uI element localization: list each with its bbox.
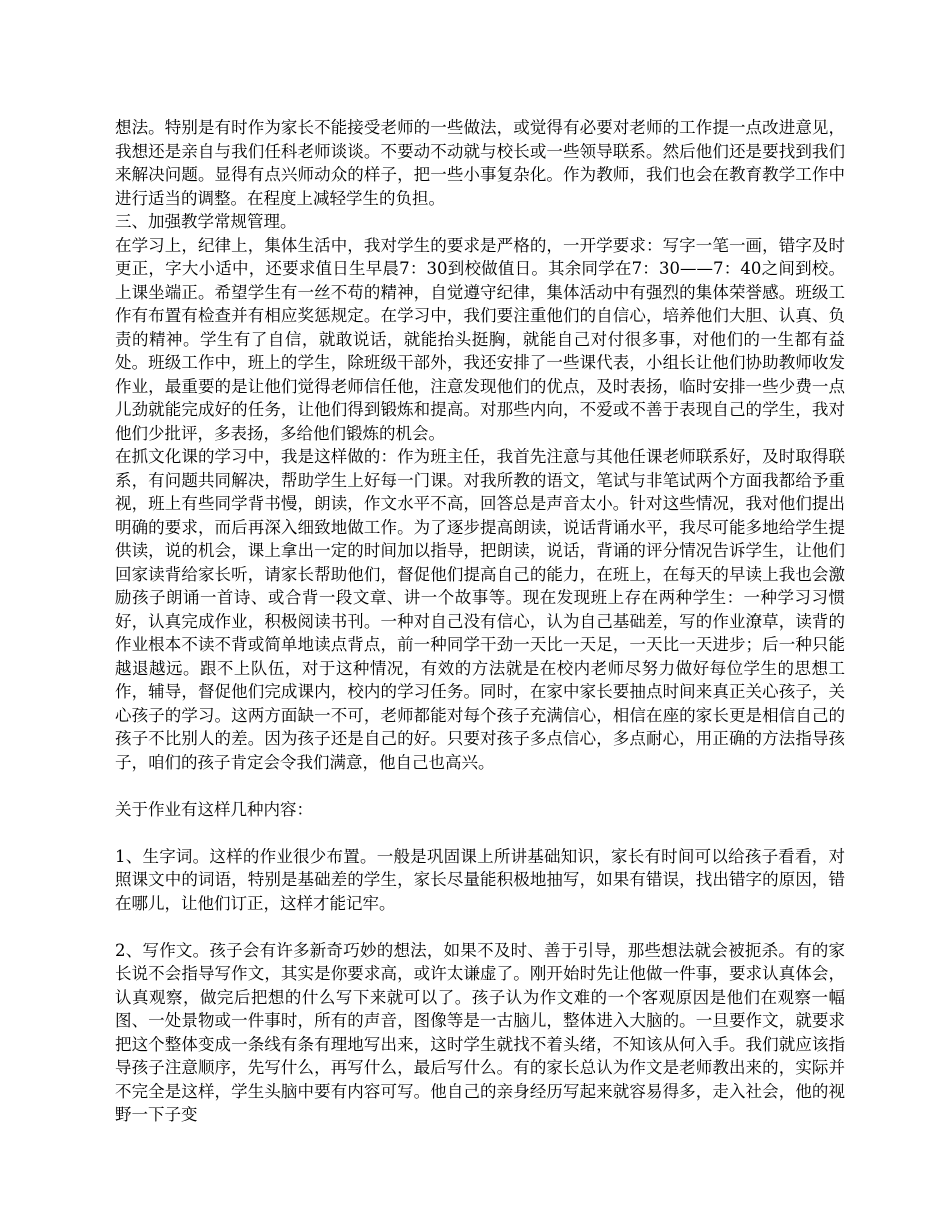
- document-body: [115, 116, 845, 1127]
- paragraph-discipline: 在学习上，纪律上，集体生活中，我对学生的要求是严格的，一开学要求：写字一笔一画，错字及时更正，字大小适中，还要求值日生早晨7：30到校做值日。其余同学在7：30——7：40之间到校。上课坐端正。希望学生有一丝不苟的精神，自觉遵守纪律，集体活动中有强烈的集体荣誉感。班级工作有布置有检查并有相应奖惩规定。在学习中，我们要注重他们的自信心，培养他们大胆、认真、负责的精神。学生有了自信，就敢说话，就能抬头挺胸，就能自己对付很多事，对他们的一生都有益处。班级工作中，班上的学生，除班级干部外，我还安排了一些课代表，小组长让他们协助教师收发作业，最重要的是让他们觉得老师信任他，注意发现他们的优点，及时表扬，临时安排一些少费一点儿劲就能完成好的任务，让他们得到锻炼和提高。对那些内向，不爱或不善于表现自己的学生，我对他们少批评，多表扬，多给他们锻炼的机会。: [115, 235, 845, 443]
- paragraph-parent-concerns: 想法。特别是有时作为家长不能接受老师的一些做法，或觉得有必要对老师的工作提一点改进意见，我想还是亲自与我们任科老师谈谈。不要动不动就与校长或一些领导联系。然后他们还是要找到我们来解决问题。显得有点兴师动众的样子，把一些小事复杂化。作为教师，我们也会在教育教学工作中进行适当的调整。在程度上减轻学生的负担。: [115, 118, 845, 208]
- paragraph-homework-composition: 2、写作文。孩子会有许多新奇巧妙的想法，如果不及时、善于引导，那些想法就会被扼杀。有的家长说不会指导写作文，其实是你要求高，或许太谦虚了。刚开始时先让他做一件事，要求认真体会，认真观察，做完后把想的什么写下来就可以了。孩子认为作文难的一个客观原因是他们在观察一幅图、一处景物或一件事时，所有的声音，图像等是一古脑儿，整体进入大脑的。一旦要作文，就要求把这个整体变成一条线有条有理地写出来，这时学生就找不着头绪，不知该从何入手。我们就应该指导孩子注意顺序，先写什么，再写什么，最后写什么。有的家长总认为作文是老师教出来的，实际并不完全是这样，学生头脑中要有内容可写。他自己的亲身经历写起来就容易得多，走入社会，他的视野一下子变: [115, 940, 845, 1124]
- paragraph-homework-intro: 关于作业有这样几种内容：: [115, 799, 313, 819]
- paragraph-study: 在抓文化课的学习中，我是这样做的：作为班主任，我首先注意与其他任课老师联系好，及时取得联系，有问题共同解决，帮助学生上好每一门课。对我所教的语文，笔试与非笔试两个方面我都给予重视，班上有些同学背书慢，朗读，作文水平不高，回答总是声音太小。针对这些情况，我对他们提出明确的要求，而后再深入细致地做工作。为了逐步提高朗读，说话背诵水平，我尽可能多地给学生提供读，说的机会，课上拿出一定的时间加以指导，把朗读，说话，背诵的评分情况告诉学生，让他们回家读背给家长听，请家长帮助他们，督促他们提高自己的能力，在班上，在每天的早读上我也会激励孩子朗诵一首诗、或合背一段文章、讲一个故事等。现在发现班上存在两种学生：一种学习习惯好，认真完成作业，积极阅读书刊。一种对自己没有信心，认为自己基础差，写的作业潦草，读背的作业根本不读不背或简单地读点背点，前一种同学干劲一天比一天足，一天比一天进步；后一种只能越退越远。跟不上队伍，对于这种情况，有效的方法就是在校内老师尽努力做好每位学生的思想工作，辅导，督促他们完成课内，校内的学习任务。同时，在家中家长要抽点时间来真正关心孩子，关心孩子的学习。这两方面缺一不可，老师都能对每个孩子充满信心，相信在座的家长更是相信自己的孩子不比别人的差。因为孩子还是自己的好。只要对孩子多点信心，多点耐心，用正确的方法指导孩子，咱们的孩子肯定会令我们满意，他自己也高兴。: [115, 447, 845, 772]
- paragraph-homework-vocabulary: 1、生字词。这样的作业很少布置。一般是巩固课上所讲基础知识，家长有时间可以给孩子看看，对照课文中的词语，特别是基础差的学生，家长尽量能积极地抽写，如果有错误，找出错字的原因，错在哪儿，让他们订正，这样才能记牢。: [115, 846, 845, 913]
- section-heading-teaching-management: 三、加强教学常规管理。: [115, 212, 297, 231]
